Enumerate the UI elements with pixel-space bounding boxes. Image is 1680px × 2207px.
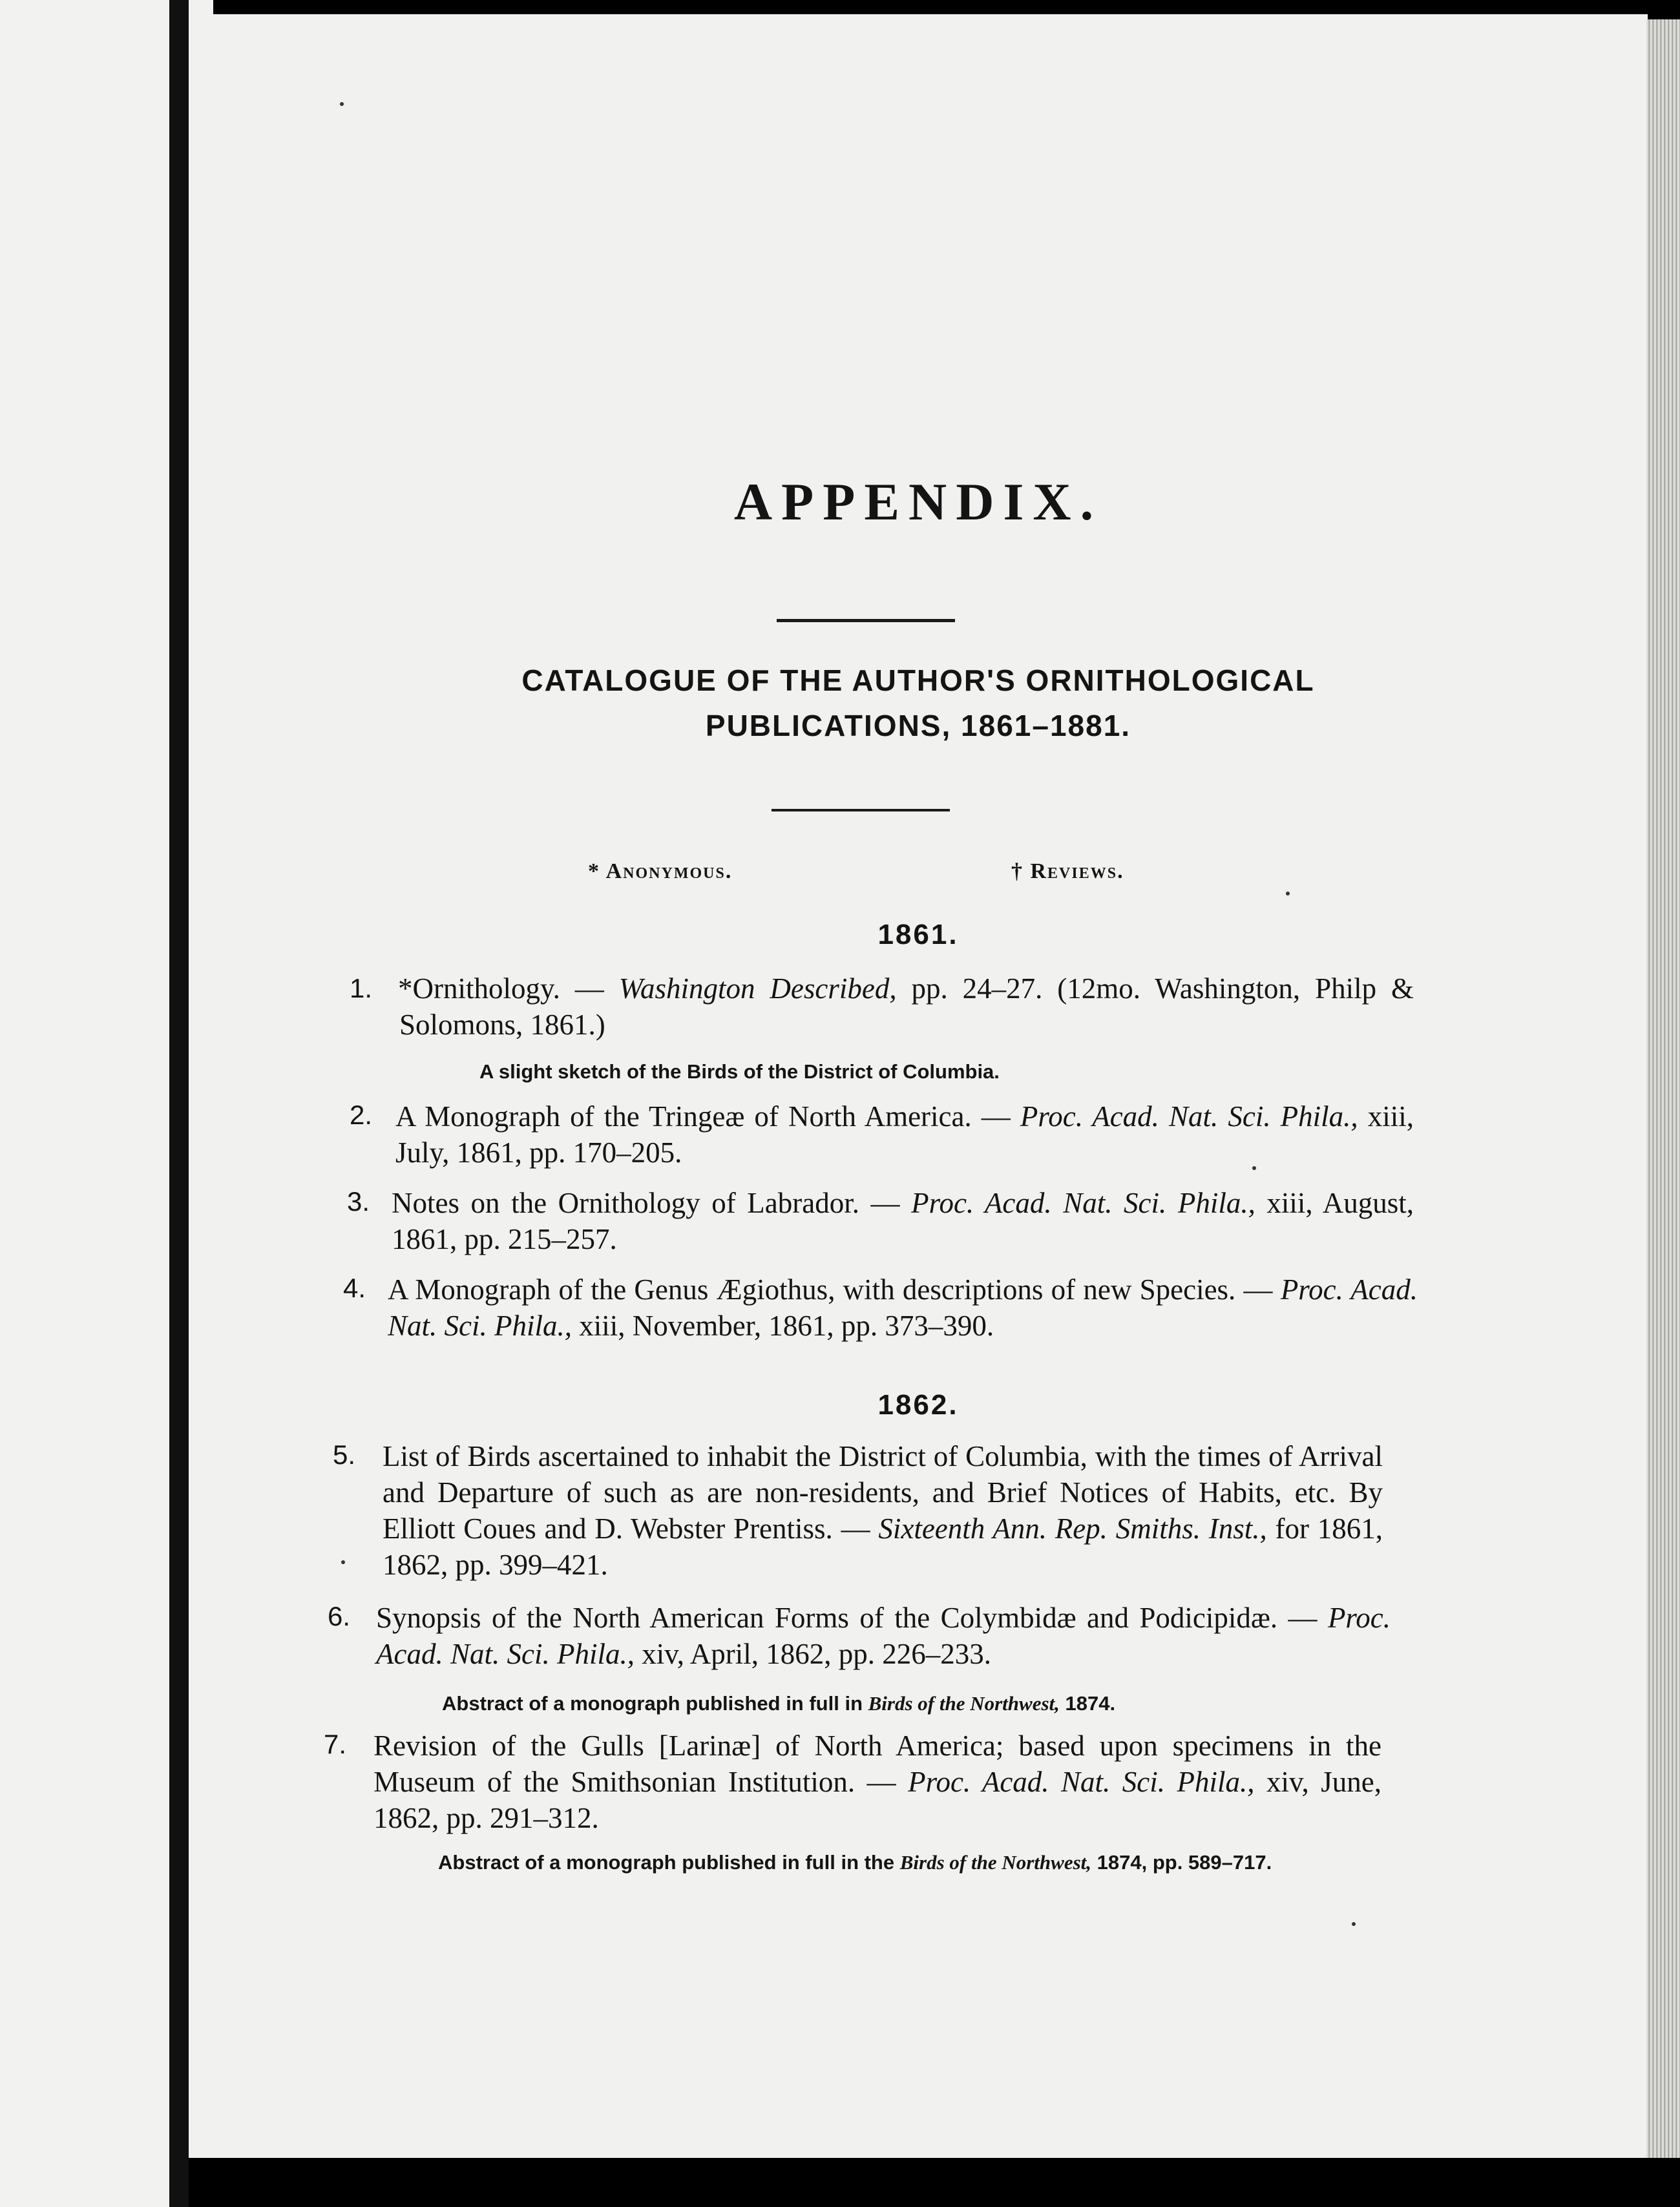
entry-details: for 1861, 1862, pp. 399–421.: [383, 1512, 1383, 1581]
note-source: Birds of the Northwest,: [868, 1692, 1060, 1715]
entry-source: Washington Described,: [618, 972, 897, 1005]
entry-text: [376, 1600, 1391, 1672]
entry-title: *Ornithology. —: [398, 972, 619, 1005]
catalogue-heading: [189, 658, 1648, 748]
entry-note: A slight sketch of the Birds of the District of Columbia.: [479, 1060, 1000, 1083]
entry-number: 4.: [342, 1273, 366, 1303]
note-details: 1874.: [1059, 1692, 1116, 1715]
entry-text: [399, 970, 1414, 1043]
entry-number: 2.: [349, 1100, 372, 1130]
heading-rule: [772, 809, 950, 811]
entry-number: 6.: [327, 1601, 350, 1631]
entry-text: [392, 1185, 1414, 1257]
year-heading-1862: 1862.: [877, 1389, 959, 1421]
entry-number: 5.: [332, 1439, 355, 1470]
catalogue-heading-line1: CATALOGUE OF THE AUTHOR'S ORNITHOLOGICAL: [521, 664, 1315, 697]
entry-number: 1.: [349, 973, 372, 1003]
entry-details: xiii, August, 1861, pp. 215–257.: [392, 1187, 1414, 1255]
note-source: Birds of the Northwest,: [899, 1851, 1092, 1874]
entry-number: 7.: [323, 1729, 346, 1759]
entry-source: Proc. Acad. Nat. Sci. Phila.,: [388, 1273, 1418, 1342]
entry-title: Revision of the Gulls [Larinæ] of North America; based upon specimens in the Museum of the Smithsonian Institution. —: [373, 1730, 1381, 1798]
year-heading-1861: 1861.: [877, 919, 959, 950]
entry-details: xiii, November, 1861, pp. 373–390.: [572, 1310, 994, 1342]
entry-text: [383, 1438, 1383, 1583]
entry-source: Proc. Acad. Nat. Sci. Phila.,: [908, 1766, 1255, 1798]
dust-speck: [1352, 1922, 1356, 1926]
entry-source: Proc. Acad. Nat. Sci. Phila.,: [376, 1602, 1391, 1670]
entry-source: Sixteenth Ann. Rep. Smiths. Inst.,: [878, 1512, 1267, 1545]
entry-note: [442, 1689, 1411, 1719]
entry-note: [438, 1848, 1375, 1878]
dust-speck: [340, 102, 344, 106]
page-title: APPENDIX.: [733, 472, 1103, 531]
dust-speck: [1286, 892, 1290, 895]
entry-title: A Monograph of the Tringeæ of North America. —: [395, 1100, 1020, 1133]
book-gutter: [169, 0, 189, 2207]
legend-anonymous: * Anonymous.: [588, 859, 733, 883]
entry-text: [395, 1098, 1414, 1171]
dust-speck: [341, 1560, 345, 1564]
entry-title: A Monograph of the Genus Ægiothus, with descriptions of new Species. —: [388, 1273, 1281, 1306]
legend-reviews: † Reviews.: [1011, 859, 1124, 883]
entry-details: pp. 24–27. (12mo. Washington, Philp & Solomons, 1861.): [399, 972, 1414, 1041]
entry-details: xiv, April, 1862, pp. 226–233.: [634, 1638, 992, 1670]
entry-title: Synopsis of the North American Forms of the Colymbidæ and Podicipidæ. —: [376, 1602, 1328, 1634]
note-text: Abstract of a monograph published in full in: [442, 1692, 868, 1715]
entry-text: [373, 1728, 1381, 1836]
entry-text: [388, 1271, 1418, 1344]
entry-number: 3.: [346, 1186, 370, 1217]
facing-page: [0, 0, 169, 2207]
note-text: Abstract of a monograph published in full in the: [438, 1851, 900, 1874]
entry-source: Proc. Acad. Nat. Sci. Phila.,: [911, 1187, 1255, 1219]
entry-title: List of Birds ascertained to inhabit the District of Columbia, with the times of Arrival and Departure of such as are non-residents, and Brief Notices of Habits, etc. By Elliott Coues and D. Webster Prentiss. —: [383, 1440, 1383, 1545]
note-details: 1874, pp. 589–717.: [1091, 1851, 1272, 1874]
title-rule: [777, 619, 955, 622]
entry-source: Proc. Acad. Nat. Sci. Phila.,: [1020, 1100, 1358, 1133]
entry-details: xiv, June, 1862, pp. 291–312.: [373, 1766, 1382, 1834]
catalogue-heading-line2: PUBLICATIONS, 1861–1881.: [705, 709, 1131, 742]
entry-details: xiii, July, 1861, pp. 170–205.: [395, 1100, 1414, 1169]
entry-title: Notes on the Ornithology of Labrador. —: [392, 1187, 912, 1219]
page-edge-stack: [1646, 19, 1680, 2158]
scan-border: [213, 0, 1680, 14]
